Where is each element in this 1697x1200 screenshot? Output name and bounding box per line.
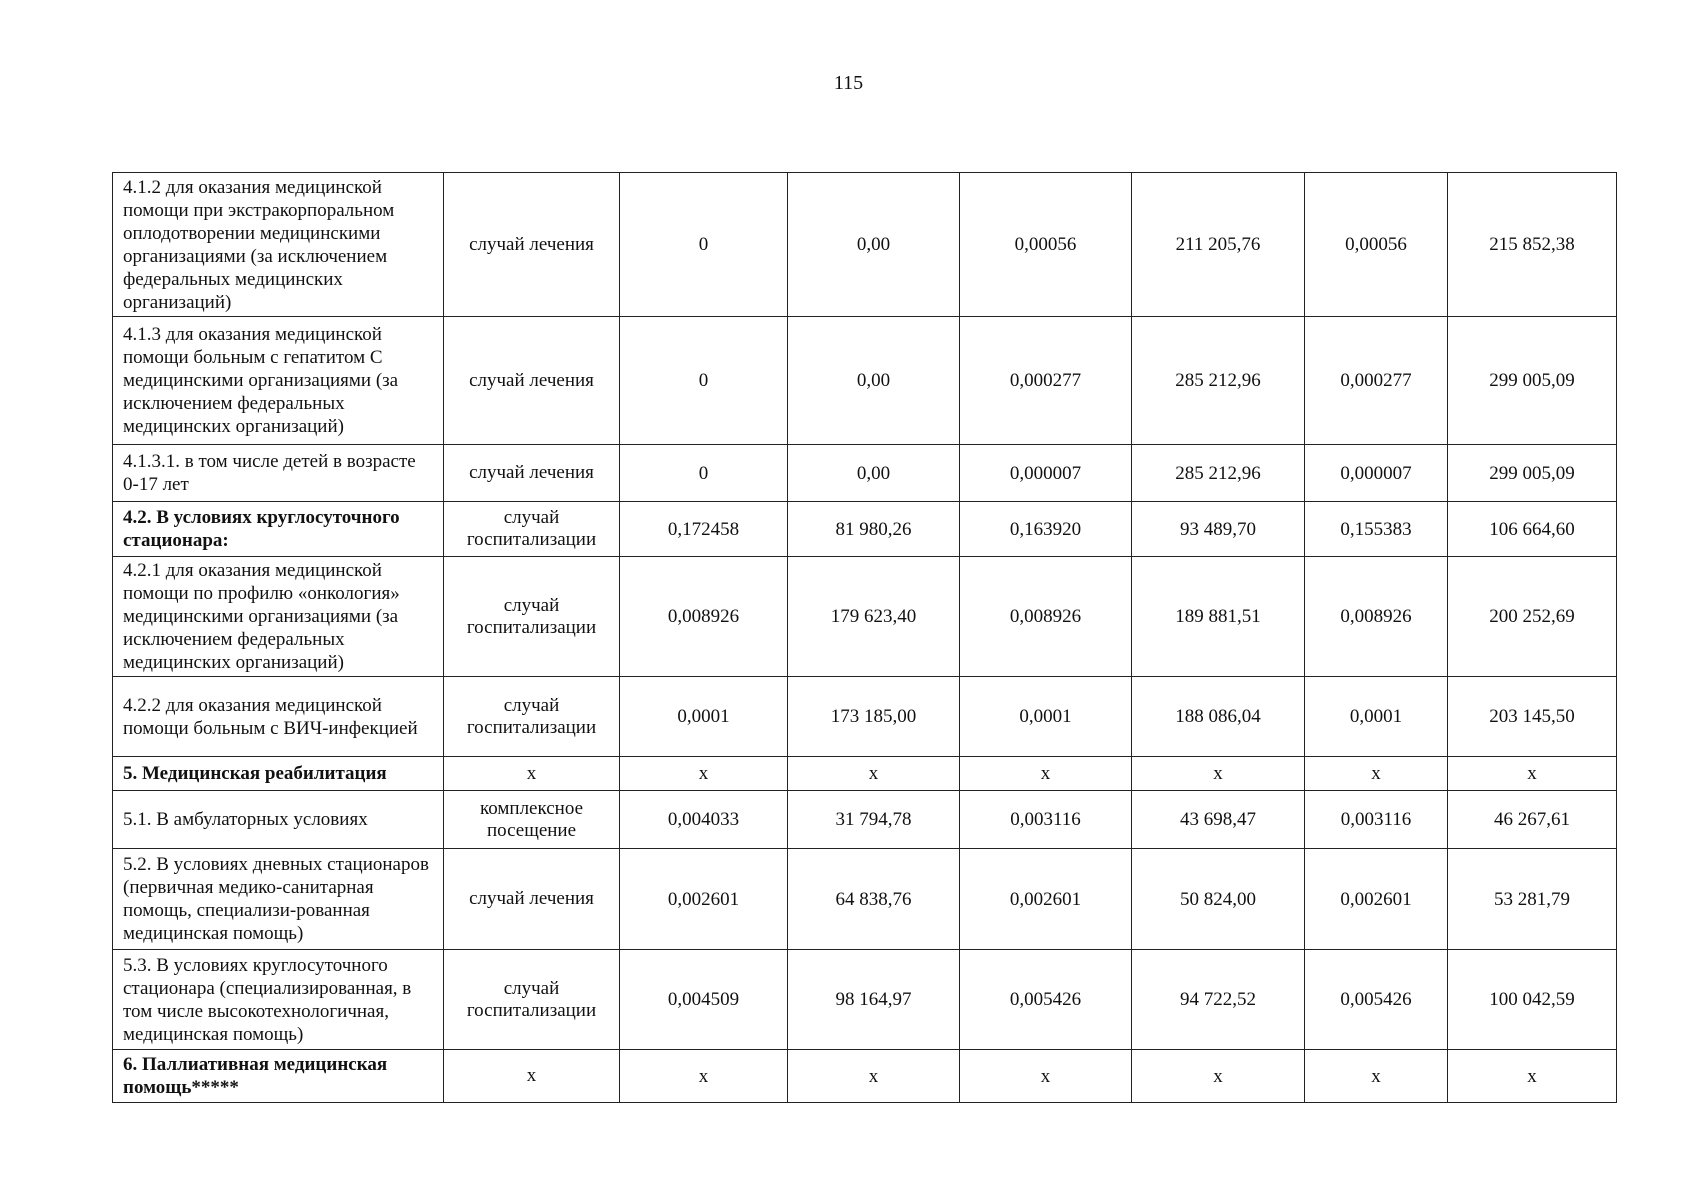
row-unit: х [444,757,620,791]
row-label: 5.3. В условиях круглосуточного стационара (специализированная, в том числе высокотехнологичная, медицинская помощь) [113,950,444,1050]
value-cell: 0,00 [788,317,960,445]
value-cell: 46 267,61 [1448,791,1617,849]
value-cell: 0,000277 [960,317,1132,445]
value-cell: 0,000277 [1305,317,1448,445]
value-cell: 0 [620,445,788,502]
value-cell: 189 881,51 [1132,557,1305,677]
page-number: 115 [833,72,864,94]
value-cell: 0,00056 [1305,173,1448,317]
value-cell: 0,003116 [1305,791,1448,849]
value-cell: 94 722,52 [1132,950,1305,1050]
value-cell: х [1305,1050,1448,1103]
value-cell: 0 [620,173,788,317]
row-label: 6. Паллиативная медицинская помощь***** [113,1050,444,1103]
row-label: 5. Медицинская реабилитация [113,757,444,791]
value-cell: 211 205,76 [1132,173,1305,317]
value-cell: 0,000007 [960,445,1132,502]
value-cell: х [960,757,1132,791]
value-cell: 0,00056 [960,173,1132,317]
value-cell: 106 664,60 [1448,502,1617,557]
value-cell: 173 185,00 [788,677,960,757]
value-cell: 0,008926 [960,557,1132,677]
row-label: 5.1. В амбулаторных условиях [113,791,444,849]
value-cell: 285 212,96 [1132,445,1305,502]
value-cell: 188 086,04 [1132,677,1305,757]
value-cell: 93 489,70 [1132,502,1305,557]
value-cell: х [620,1050,788,1103]
value-cell: х [1132,1050,1305,1103]
value-cell: 0,003116 [960,791,1132,849]
value-cell: 81 980,26 [788,502,960,557]
value-cell: 53 281,79 [1448,849,1617,950]
row-unit: случай госпитализации [444,502,620,557]
value-cell: х [1448,1050,1617,1103]
value-cell: 0,008926 [620,557,788,677]
row-label: 4.2.2 для оказания медицинской помощи больным с ВИЧ-инфекцией [113,677,444,757]
table-row [113,445,1617,502]
value-cell: 0 [620,317,788,445]
value-cell: 200 252,69 [1448,557,1617,677]
table-row [113,677,1617,757]
row-unit: случай лечения [444,317,620,445]
table-row [113,557,1617,677]
value-cell: 0,002601 [960,849,1132,950]
value-cell: 215 852,38 [1448,173,1617,317]
value-cell: 0,155383 [1305,502,1448,557]
value-cell: х [788,1050,960,1103]
value-cell: 43 698,47 [1132,791,1305,849]
row-unit: х [444,1050,620,1103]
value-cell: 0,172458 [620,502,788,557]
data-table [112,172,1617,1103]
row-label: 4.2. В условиях круглосуточного стационара: [113,502,444,557]
table-body [113,173,1617,1103]
value-cell: 64 838,76 [788,849,960,950]
value-cell: 285 212,96 [1132,317,1305,445]
row-unit: случай госпитализации [444,557,620,677]
value-cell: 100 042,59 [1448,950,1617,1050]
value-cell: 0,0001 [620,677,788,757]
value-cell: 299 005,09 [1448,445,1617,502]
table-row [113,317,1617,445]
value-cell: 0,163920 [960,502,1132,557]
value-cell: 0,002601 [1305,849,1448,950]
value-cell: х [960,1050,1132,1103]
row-unit: случай госпитализации [444,950,620,1050]
value-cell: 0,004033 [620,791,788,849]
value-cell: 0,008926 [1305,557,1448,677]
table-row [113,849,1617,950]
value-cell: 0,004509 [620,950,788,1050]
table-row [113,950,1617,1050]
value-cell: 31 794,78 [788,791,960,849]
value-cell: 0,005426 [960,950,1132,1050]
table-row [113,502,1617,557]
value-cell: 0,002601 [620,849,788,950]
row-unit: комплексное посещение [444,791,620,849]
row-unit: случай лечения [444,849,620,950]
row-label: 4.1.2 для оказания медицинской помощи при экстракорпоральном оплодотворении медицинскими организациями (за исключением федеральных медицинских организаций) [113,173,444,317]
value-cell: 50 824,00 [1132,849,1305,950]
table-row [113,757,1617,791]
value-cell: х [620,757,788,791]
value-cell: х [1132,757,1305,791]
value-cell: х [1448,757,1617,791]
value-cell: 0,00 [788,173,960,317]
value-cell: 98 164,97 [788,950,960,1050]
table-row [113,173,1617,317]
value-cell: 0,00 [788,445,960,502]
table-row [113,1050,1617,1103]
row-label: 4.1.3.1. в том числе детей в возрасте 0-17 лет [113,445,444,502]
value-cell: 0,0001 [1305,677,1448,757]
value-cell: 0,000007 [1305,445,1448,502]
value-cell: 203 145,50 [1448,677,1617,757]
value-cell: 299 005,09 [1448,317,1617,445]
row-label: 4.2.1 для оказания медицинской помощи по профилю «онкология» медицинскими организациями (за исключением федеральных медицинских организаций) [113,557,444,677]
value-cell: 179 623,40 [788,557,960,677]
row-label: 5.2. В условиях дневных стационаров (первичная медико-санитарная помощь, специализи-рованная медицинская помощь) [113,849,444,950]
value-cell: х [1305,757,1448,791]
row-unit: случай госпитализации [444,677,620,757]
value-cell: 0,0001 [960,677,1132,757]
row-label: 4.1.3 для оказания медицинской помощи больным с гепатитом С медицинскими организациями (за исключением федеральных медицинских организаций) [113,317,444,445]
value-cell: 0,005426 [1305,950,1448,1050]
table-row [113,791,1617,849]
value-cell: х [788,757,960,791]
row-unit: случай лечения [444,445,620,502]
row-unit: случай лечения [444,173,620,317]
